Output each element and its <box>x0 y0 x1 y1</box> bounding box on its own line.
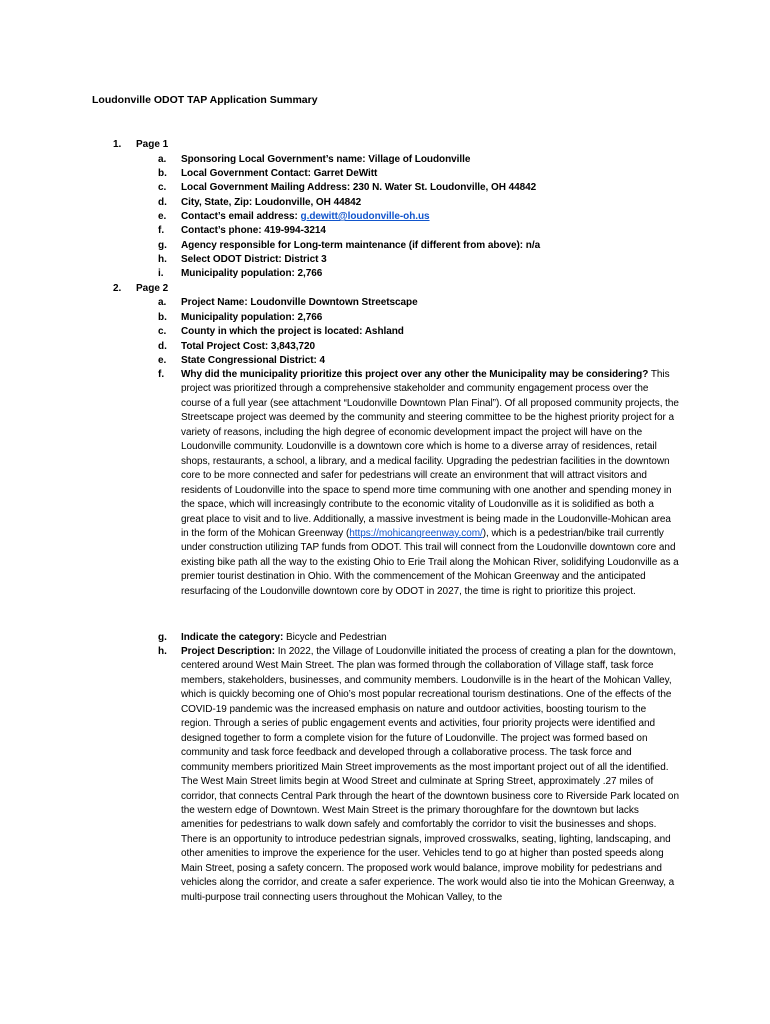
item-text: County in which the project is located: Ashland <box>181 326 404 337</box>
item-letter: a. <box>158 297 167 308</box>
item-letter: a. <box>158 154 167 165</box>
item-body-cont: ), which is a pedestrian/bike trail currently under construction utilizing TAP funds from ODOT. This trail will connect from the Loudonville downtown core and existing bike path all the way to the existing Ohio to Erie Trail along the Mohican River, solidifying Loudonville as a premier tourist destination in Ohio. With the commencement of the Mohican Greenway and the anticipated resurfacing of the Loudonville downtown core by ODOT in 2027, the time is right to prioritize this project. <box>181 527 679 597</box>
item-letter: h. <box>158 646 167 657</box>
item-letter: d. <box>158 341 167 352</box>
greenway-link[interactable]: https://mohicangreenway.com/ <box>349 527 483 539</box>
section-number: 2. <box>113 283 122 294</box>
item-letter: i. <box>158 268 164 279</box>
item-body: In 2022, the Village of Loudonville initiated the process of creating a plan for the downtown, centered around West Main Street. The plan was formed through the collaboration of Village staff, task force members, stakeholders, businesses, and community members. Loudonville is in the heart of the Mohican Valley, which is quickly becoming one of Ohio’s most popular recreational tourism destinations. One of the effects of the COVID-19 pandemic was the increased emphasis on nature and outdoor activities, boosting tourism to the region. Through a series of public engagement events and activities, four priority projects were identified and designed together to form a complete vision for the future of Loudonville. The project was formed based on community and task force feedback and developed through a collaborative process. The task force and community members prioritized Main Street improvements as the most important project out of all the identified. The West Main Street limits begin at Wood Street and culminate at Spring Street, approximately .27 miles of corridor, that connects Central Park through the heart of the downtown business core to Riverside Park located on the western edge of Downtown. West Main Street is the primary thoroughfare for the downtown but lacks amenities for pedestrians to walk down safely and comfortably the corridor to visit the businesses and shops. There is an opportunity to introduce pedestrian signals, improved crosswalks, seating, lighting, landscaping, and other amenities to improve the experience for the user. Vehicles tend to go at higher than posted speeds along Main Street, posing a safety concern. The proposed work would balance, improve mobility for pedestrians and vehicles along the corridor, and create a safer experience. The work would also tie into the Mohican Greenway, a multi-purpose trail connecting users throughout the Mohican Valley, to the <box>181 646 679 903</box>
item-letter: b. <box>158 312 167 323</box>
item-text: Municipality population: 2,766 <box>181 268 323 279</box>
item-body: Bicycle and Pedestrian <box>283 632 387 643</box>
item-paragraph <box>181 631 679 645</box>
item-letter: c. <box>158 182 167 193</box>
document-title: Loudonville ODOT TAP Application Summary <box>92 94 318 106</box>
item-text: Total Project Cost: 3,843,720 <box>181 341 315 352</box>
section-label: Page 1 <box>136 139 169 150</box>
item-text: Contact’s phone: 419-994-3214 <box>181 225 326 236</box>
item-text: Agency responsible for Long-term maintenance (if different from above): n/a <box>181 240 541 251</box>
section-number: 1. <box>113 139 122 150</box>
item-text: Project Name: Loudonville Downtown Streetscape <box>181 297 418 308</box>
item-letter: g. <box>158 240 167 251</box>
item-label: Contact’s email address: <box>181 211 301 222</box>
item-letter: h. <box>158 254 167 265</box>
item-paragraph <box>181 368 679 599</box>
item-question: Indicate the category: <box>181 632 284 643</box>
item-paragraph <box>181 645 679 905</box>
item-letter: f. <box>158 369 165 380</box>
item-text: Select ODOT District: District 3 <box>181 254 327 265</box>
item-text: City, State, Zip: Loudonville, OH 44842 <box>181 197 362 208</box>
item-letter: c. <box>158 326 167 337</box>
item-text: Sponsoring Local Government’s name: Village of Loudonville <box>181 154 471 165</box>
item-body: This project was prioritized through a comprehensive stakeholder and community engagement process over the course of a full year (see attachment “Loudonville Downtown Plan Final”). Of all proposed community projects, the Streetscape project was deemed by the community and steering committee to be the highest priority project for a variety of reasons, including the high degree of economic development impact the project will have on the Loudonville community. Loudonville is a downtown core which is home to a diverse array of residences, retail shops, restaurants, a school, a library, and a medical facility. Upgrading the pedestrian facilities in the downtown core to be more connected and safer for pedestrians will create an environment that will attract visitors and residents of Loudonville into the space to spend more time communing with one another and spending money in the space, which will increasingly contribute to the economic vitality of Loudonville as it is solidified as both a great place to visit and to live. Additionally, a massive investment is being made in the Loudonville-Mohican area in the form of the Mohican Greenway ( <box>181 369 679 539</box>
item-question: Project Description: <box>181 646 276 657</box>
item-text: State Congressional District: 4 <box>181 355 326 366</box>
item-letter: g. <box>158 632 167 643</box>
email-link[interactable]: g.dewitt@loudonville-oh.us <box>300 211 430 222</box>
item-text <box>181 210 679 224</box>
item-text: Local Government Contact: Garret DeWitt <box>181 168 378 179</box>
item-question: Why did the municipality prioritize this project over any other the Municipality may be considering? <box>181 369 649 380</box>
item-letter: f. <box>158 225 165 236</box>
item-text: Local Government Mailing Address: 230 N. Water St. Loudonville, OH 44842 <box>181 182 537 193</box>
item-letter: e. <box>158 355 167 366</box>
item-letter: b. <box>158 168 167 179</box>
item-text: Municipality population: 2,766 <box>181 312 323 323</box>
section-label: Page 2 <box>136 283 169 294</box>
item-letter: d. <box>158 197 167 208</box>
item-letter: e. <box>158 211 167 222</box>
